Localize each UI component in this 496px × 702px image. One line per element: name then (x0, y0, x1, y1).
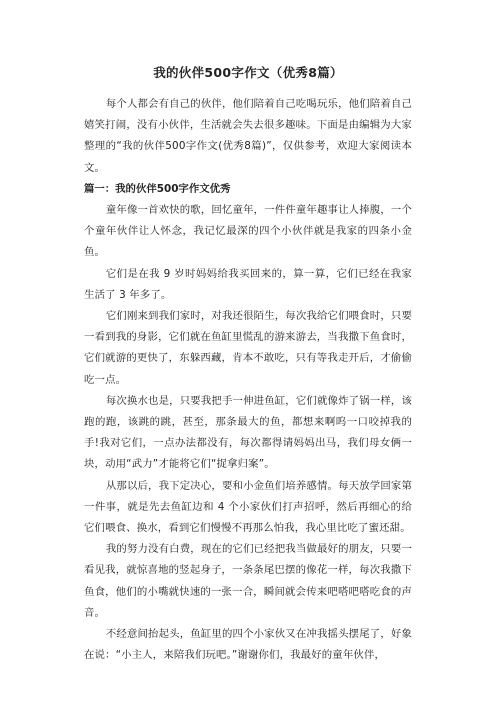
body-paragraph-3: 它们刚来到我们家时，对我还很陌生，每次我给它们喂食时，只要一看到我的身影，它们就在鱼缸里慌乱的游来游去，当我撒下鱼食时，它们就游的更快了，东躲西藏，肯本不敢吃，只有等我走开后，才偷偷吃一点。 (84, 310, 412, 386)
body-paragraph-5: 从那以后，我下定决心，要和小金鱼们培养感情。每天放学回家第一件事，就是先去鱼缸边和 4 个小家伙们打声招呼，然后再细心的给它们喂食、换水，看到它们慢慢不再那么怕我，我心里比吃了蜜还甜。 (84, 479, 412, 535)
body-paragraph-7: 不经意间抬起头，鱼缸里的四个小家伙又在冲我摇头摆尾了，好象在说：“小主人，来陪我们玩吧。”谢谢你们，我最好的童年伙伴， (84, 628, 412, 662)
body-paragraph-4: 每次换水也是，只要我把手一伸进鱼缸，它们就像炸了锅一样，该跑的跑，该跳的跳，甚至，那条最大的鱼，都想来啊呜一口咬掉我的手!我对它们，一点办法都没有，每次都得请妈妈出马，我们母女俩一块，动用“武力”才能将它们“捉拿归案”。 (84, 394, 412, 471)
body-paragraph-6: 我的努力没有白费，现在的它们已经把我当做最好的朋友，只要一看见我，就惊喜地的竖起身子，一条条尾巴摆的像花一样，每次我撒下鱼食，他们的小嘴就快速的一张一合，瞬间就会传来吧嗒吧嗒吃食的声音。 (84, 543, 412, 619)
intro-paragraph: 每个人都会有自己的伙伴，他们陪着自己吃喝玩乐，他们陪着自己嬉笑打闹，没有小伙伴，生活就会失去很多趣味。下面是由编辑为大家整理的“我的伙伴500字作文(优秀8篇)”，仅供参考，欢迎大家阅读本文。 (84, 98, 412, 174)
body-paragraph-2: 它们是在我 9 岁时妈妈给我买回来的，算一算，它们已经在我家生活了 3 年多了。 (84, 267, 412, 301)
section-heading: 篇一：我的伙伴500字作文优秀 (84, 182, 231, 195)
body-paragraph-1: 童年像一首欢快的歌，回忆童年，一件件童年趣事让人捧腹，一个个童年伙伴让人怀念，我记忆最深的四个小伙伴就是我家的四条小金鱼。 (84, 204, 412, 259)
document-title: 我的伙伴500字作文（优秀8篇） (153, 65, 343, 80)
document-body (84, 94, 412, 666)
